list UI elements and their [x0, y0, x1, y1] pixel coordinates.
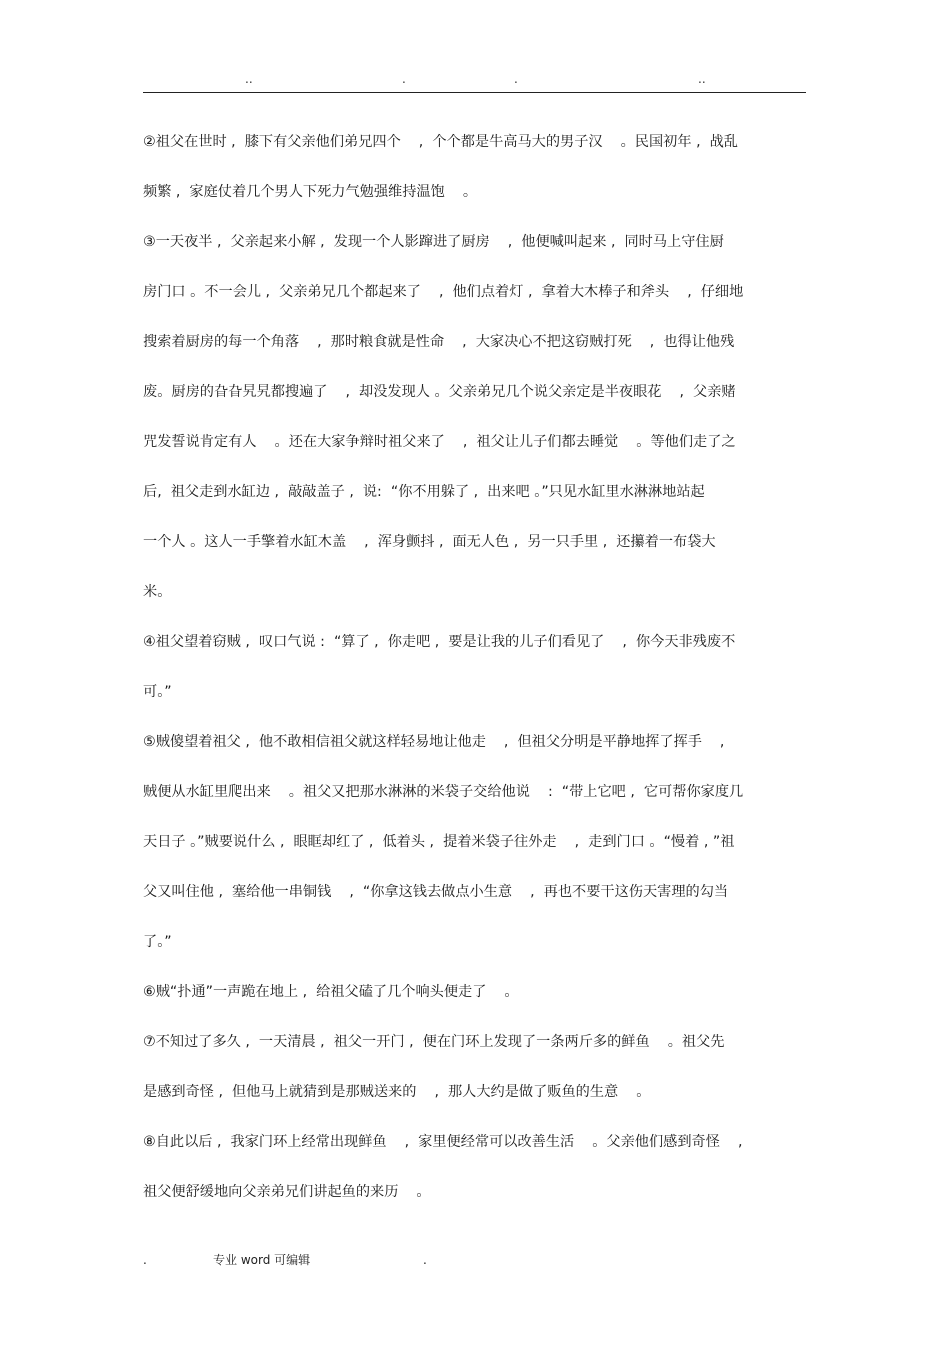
text-line: 了。”: [143, 934, 172, 950]
page-footer: [143, 1250, 443, 1270]
text-line: 频繁 , 家庭仗着几个男人下死力气勉强维持温饱 。: [143, 184, 478, 200]
text-line: ②祖父在世时 , 膝下有父亲他们弟兄四个 , 个个都是牛高马大的男子汉 。民国初年 , 战乱: [143, 134, 738, 150]
document-body: [143, 130, 807, 1230]
text-line: 父又叫住他 , 塞给他一串铜钱 , “你拿这钱去做点小生意 , 再也不要干这伤天害理的勾当: [143, 884, 729, 900]
text-line: 后, 祖父走到水缸边 , 敲敲盖子 , 说: “你不用躲了 , 出来吧 。”只见水缸里水淋淋地站起: [143, 484, 705, 500]
text-line: ③一天夜半 , 父亲起来小解 , 发现一个人影蹿进了厨房 , 他便喊叫起来 , 同时马上守住厨: [143, 234, 724, 250]
text-line: 废。厨房的旮旮旯旯都搜遍了 , 却没发现人 。父亲弟兄几个说父亲定是半夜眼花 , 父亲赌: [143, 384, 736, 400]
text-line: 祖父便舒缓地向父亲弟兄们讲起鱼的来历 。: [143, 1184, 431, 1200]
footer-dot-right: .: [423, 1253, 427, 1267]
text-line: 房门口 。不一会儿 , 父亲弟兄几个都起来了 , 他们点着灯 , 拿着大木棒子和斧头 , 仔细地: [143, 284, 744, 300]
text-line: ⑧自此以后 , 我家门环上经常出现鲜鱼 , 家里便经常可以改善生活 。父亲他们感到奇怪 ,: [143, 1134, 743, 1150]
text-line: ⑥贼“扑通”一声跪在地上 , 给祖父磕了几个响头便走了 。: [143, 984, 519, 1000]
text-line: 搜索着厨房的每一个角落 , 那时粮食就是性命 , 大家决心不把这窃贼打死 , 也得让他残: [143, 334, 735, 350]
header-mark-3: .: [514, 72, 518, 86]
text-line: 米。: [143, 584, 172, 600]
text-line: ⑦不知过了多久 , 一天清晨 , 祖父一开门 , 便在门环上发现了一条两斤多的鲜鱼 。祖父先: [143, 1034, 725, 1050]
text-line: 天日子 。”贼要说什么 , 眼眶却红了 , 低着头 , 提着米袋子往外走 , 走到门口 。“慢着 , ”祖: [143, 834, 735, 850]
header-mark-1: ..: [245, 72, 253, 86]
text-line: ⑤贼傻望着祖父 , 他不敢相信祖父就这样轻易地让他走 , 但祖父分明是平静地挥了挥手 ,: [143, 734, 725, 750]
text-line: 贼便从水缸里爬出来 。祖父又把那水淋淋的米袋子交给他说 : “带上它吧 , 它可帮你家度几: [143, 784, 744, 800]
page-header: [143, 70, 806, 93]
text-line: 咒发誓说肯定有人 。还在大家争辩时祖父来了 , 祖父让儿子们都去睡觉 。等他们走了之: [143, 434, 736, 450]
text-line: 一个人 。这人一手擎着水缸木盖 , 浑身颤抖 , 面无人色 , 另一只手里 , 还攥着一布袋大: [143, 534, 716, 550]
text-line: 可。”: [143, 684, 172, 700]
text-line: ④祖父望着窃贼 , 叹口气说 : “算了 , 你走吧 , 要是让我的儿子们看见了 , 你今天非残废不: [143, 634, 736, 650]
footer-dot-left: .: [143, 1253, 147, 1267]
header-mark-4: ..: [698, 72, 706, 86]
header-mark-2: .: [402, 72, 406, 86]
text-line: 是感到奇怪 , 但他马上就猜到是那贼送来的 , 那人大约是做了贩鱼的生意 。: [143, 1084, 651, 1100]
footer-label: 专业 word 可编辑: [213, 1253, 311, 1267]
